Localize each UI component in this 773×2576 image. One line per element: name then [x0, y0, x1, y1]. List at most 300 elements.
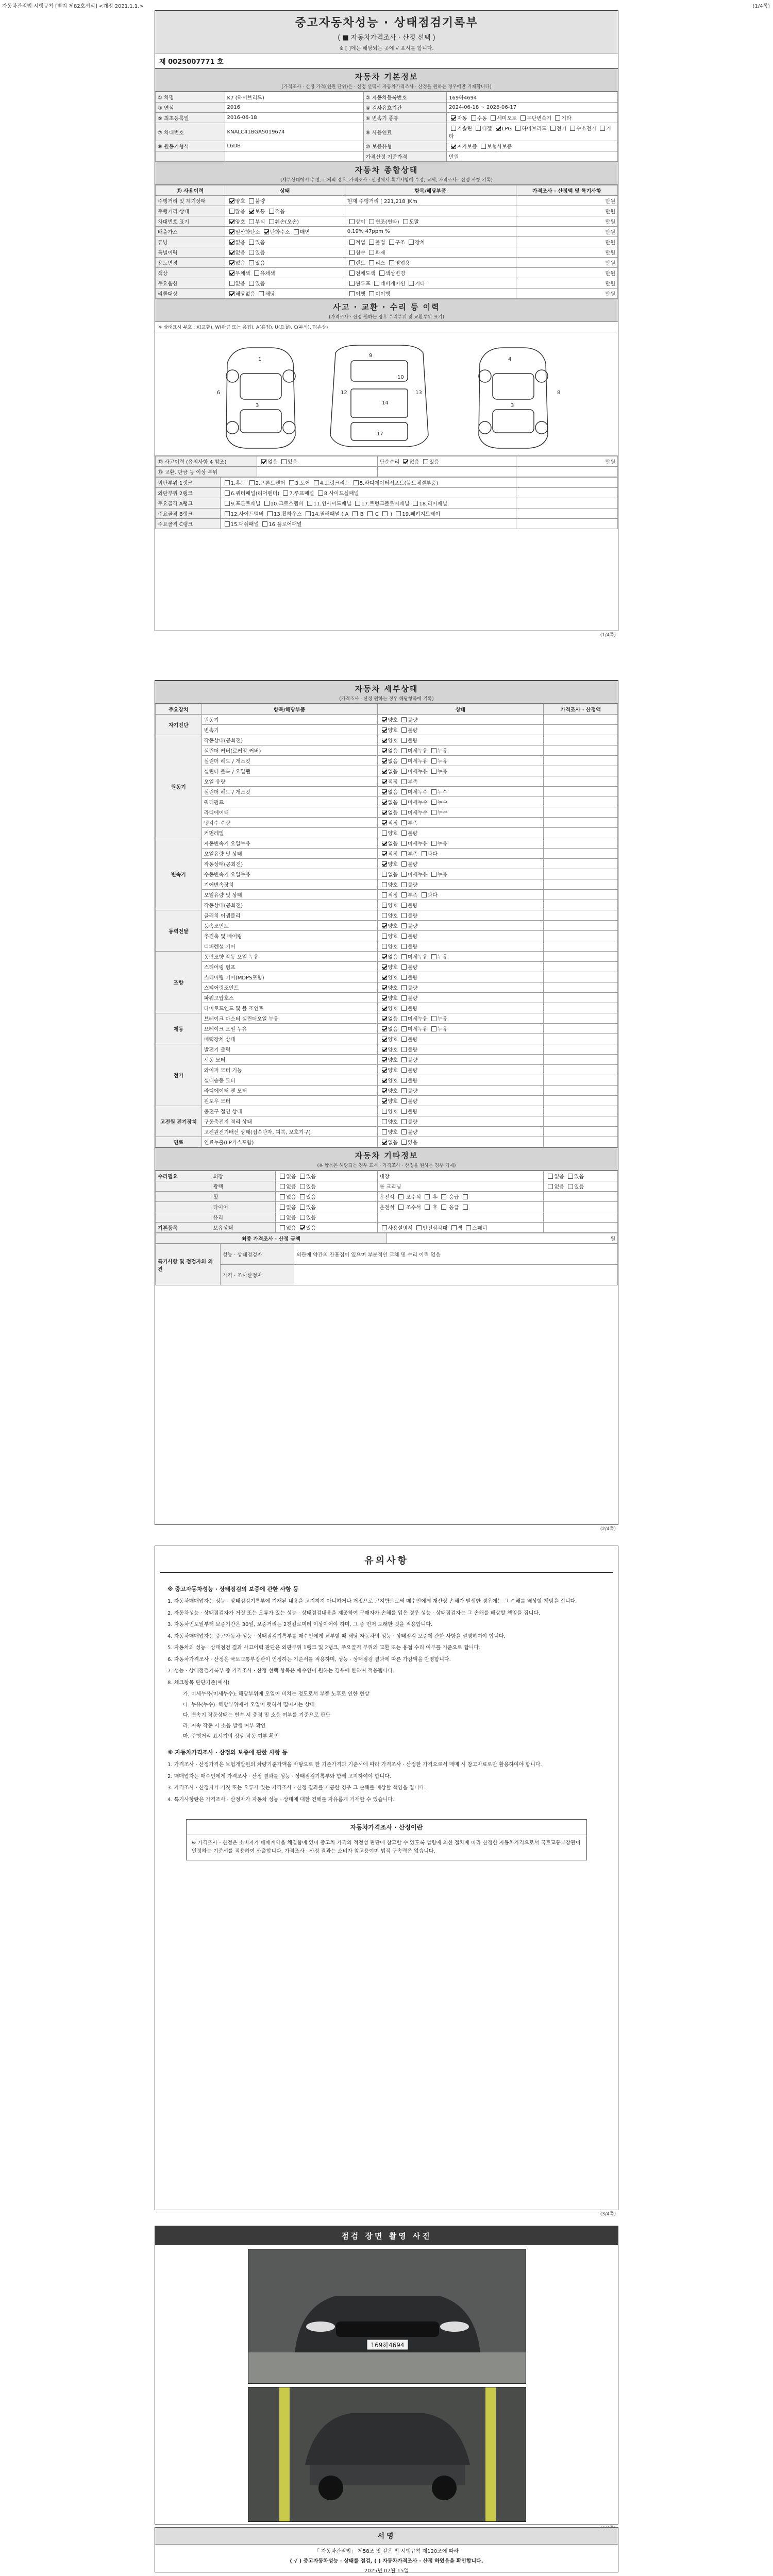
detail-row [156, 931, 618, 941]
unchecked-box [401, 758, 407, 764]
checked-box [451, 115, 456, 121]
unchecked-box [431, 872, 436, 877]
unchecked-box [463, 1194, 468, 1199]
unchecked-box [431, 810, 436, 815]
detail-item-price [544, 1137, 618, 1147]
overall-row [156, 289, 618, 299]
unchecked-box [401, 1140, 407, 1145]
basic-label: ④ 검사유효기간 [363, 103, 446, 113]
accident-label: ⑫ 사고이력 (유의사항 4 참조) [156, 456, 257, 467]
panel-rank-row [156, 478, 618, 488]
overall-item-detail: 렌트 리스 영업용 [345, 258, 516, 268]
detail-item-price [544, 993, 618, 1003]
detail-item-status: 양호 불량 [377, 1096, 544, 1106]
overall-item-status: 없음 있음 [225, 258, 345, 268]
overall-item-label: 색상 [156, 268, 225, 278]
basic-info-row [156, 92, 618, 103]
unchecked-box [401, 841, 407, 846]
detail-row [156, 818, 618, 828]
document-note: ※ [ ]에는 해당되는 곳에 √ 표시를 합니다. [339, 46, 434, 52]
unchecked-box [409, 281, 414, 286]
overall-item-label: 배출가스 [156, 227, 225, 237]
checked-box [382, 738, 387, 743]
detail-item-price [544, 941, 618, 952]
detail-row [156, 869, 618, 879]
basic-value: 가솔린 디젤 LPG 하이브리드 전기 수소전기 기타 [447, 123, 618, 141]
unchecked-box [425, 1205, 430, 1210]
svg-text:13: 13 [415, 390, 422, 396]
detail-item-status: 없음 미세누유 누유 [377, 766, 544, 776]
notice-title: 유의사항 [160, 1546, 613, 1573]
detail-item-status: 양호 불량 [377, 1106, 544, 1116]
panel-rank-label: 주요골격 B랭크 [156, 509, 221, 519]
checked-box [382, 1098, 387, 1104]
other-info-row [156, 1181, 618, 1192]
detail-item-status: 양호 불량 [377, 1086, 544, 1096]
other-item-label: 유리 [211, 1212, 276, 1223]
document-title: 중고자동차성능 · 상태점검기록부 [295, 16, 478, 29]
overall-row [156, 247, 618, 258]
unchecked-box [349, 260, 355, 265]
unchecked-box [314, 480, 319, 485]
detail-item-price [544, 1044, 618, 1055]
other-item-status: 없음 있음 [276, 1171, 377, 1181]
overall-item-price: 만원 [516, 196, 617, 206]
detail-item-name: 스티어링 펌프 [201, 962, 377, 972]
overall-item-status: 양호 부식 훼손(오손) [225, 216, 345, 227]
unchecked-box [568, 1184, 573, 1189]
unchecked-box [431, 769, 436, 774]
detail-item-name: 시동 모터 [201, 1055, 377, 1065]
detail-item-price [544, 838, 618, 849]
unchecked-box [269, 209, 274, 214]
unchecked-box [416, 1225, 422, 1230]
other-info-row [156, 1223, 618, 1233]
overall-item-price: 만원 [516, 247, 617, 258]
notice-paragraph: 3. 가격조사 · 산정자가 거짓 또는 오류가 있는 가격조사 · 산정 결과를 제공한 경우 그 손해를 배상할 책임을 집니다. [167, 1785, 426, 1791]
unchecked-box [389, 240, 394, 245]
detail-row [156, 993, 618, 1003]
unchecked-box [413, 501, 418, 506]
svg-text:10: 10 [397, 375, 404, 380]
overall-row [156, 278, 618, 289]
unchecked-box [431, 841, 436, 846]
unchecked-box [481, 144, 486, 149]
detail-column-header: 항목/해당부품 [201, 704, 377, 715]
checked-box [382, 1067, 387, 1073]
overall-item-status: 무채색 유채색 [225, 268, 345, 278]
overall-item-detail: 전체도색 색상변경 [345, 268, 516, 278]
page-3 [155, 1546, 618, 2217]
unchecked-box [398, 1205, 404, 1210]
detail-row [156, 1075, 618, 1086]
other-info-header: 자동차 기타정보 (※ 항목은 해당되는 경우 표시 · 가격조사 · 산정을 원하는 경우 기재) [155, 1147, 618, 1171]
unchecked-box [401, 1057, 407, 1062]
checked-box [382, 1088, 387, 1093]
detail-item-name: 오일유량 및 상태 [201, 890, 377, 900]
unchecked-box [401, 748, 407, 753]
panel-rank-items: 6.쿼터패널(리어펜더) 7.루프패널 8.사이드실패널 [220, 488, 516, 498]
checked-box [382, 758, 387, 764]
detail-item-name: 클러치 어셈블리 [201, 910, 377, 921]
unchecked-box [294, 229, 299, 234]
other-item-extra [544, 1223, 618, 1233]
notice-sub-item: 마. 주행거리 표시기의 정상 작동 여부 확인 [183, 1734, 279, 1740]
overall-item-status: 없음 있음 [225, 247, 345, 258]
notice-heading-2: ※ 자동차가격조사 · 산정의 보증에 관한 사항 등 [167, 1749, 288, 1756]
panel-rank-row [156, 519, 618, 529]
basic-label: ② 자동차등록번호 [363, 92, 446, 103]
other-info-row [156, 1202, 618, 1212]
unchecked-box [570, 126, 575, 131]
detail-item-name: 타이로드엔드 및 볼 조인트 [201, 1003, 377, 1013]
unchecked-box [264, 501, 270, 506]
unchecked-box [225, 521, 230, 527]
accident-detail: 단순수리 없음 있음 [377, 456, 516, 467]
detail-group-label: 원동기 [156, 735, 202, 838]
unchecked-box [289, 480, 294, 485]
detail-row [156, 900, 618, 910]
notice-sub-item: 라. 저속 작동 시 소음 발생 여부 확인 [183, 1723, 266, 1729]
notice-body [155, 1573, 618, 1812]
detail-item-status: 없음 미세누유 누유 [377, 869, 544, 879]
unchecked-box [422, 851, 427, 856]
detail-item-name: 고전원전기배선 상태(접속단자, 피복, 보호기구) [201, 1127, 377, 1137]
detail-item-status: 양호 불량 [377, 1044, 544, 1055]
unchecked-box [355, 501, 360, 506]
detail-item-price [544, 1055, 618, 1065]
detail-item-price [544, 807, 618, 818]
detail-item-name: 라디에이터 팬 모터 [201, 1086, 377, 1096]
detail-row [156, 735, 618, 745]
basic-value: KNALC41BGA5019674 [225, 123, 363, 141]
unchecked-box [306, 511, 311, 516]
other-item-status: 없음 있음 [276, 1212, 377, 1223]
unchecked-box [349, 291, 355, 296]
unchecked-box [280, 1225, 285, 1230]
unchecked-box [401, 1078, 407, 1083]
unchecked-box [280, 1174, 285, 1179]
checked-box [382, 779, 387, 784]
special-notes-table [155, 1244, 618, 1285]
price-assessment-box [186, 1819, 587, 1860]
unchecked-box [280, 1205, 285, 1210]
svg-text:17: 17 [377, 431, 383, 437]
unchecked-box [463, 1205, 468, 1210]
other-group-label: 기본품목 [156, 1223, 211, 1233]
unchecked-box [280, 1215, 285, 1220]
other-item-detail [377, 1212, 544, 1223]
unchecked-box [382, 511, 388, 516]
detail-row [156, 1055, 618, 1065]
detail-row [156, 756, 618, 766]
other-item-status: 없음 있음 [276, 1192, 377, 1202]
overall-item-label: 튜닝 [156, 237, 225, 247]
checked-box [382, 1037, 387, 1042]
checked-box [261, 459, 266, 464]
checked-box [382, 810, 387, 815]
basic-value: 2016-06-18 [225, 113, 363, 123]
notice-paragraph: 2. 자동차성능 · 상태점검자가 거짓 또는 오류가 있는 성능 · 상태점검내용을 제공하여 구매자가 손해를 입은 경우 성능 · 상태점검자는 그 손해를 배상할 책임을 집니다. [167, 1610, 541, 1616]
detail-item-status: 없음 미세누유 누유 [377, 745, 544, 756]
unchecked-box [401, 882, 407, 887]
basic-value: 169하4694 [447, 92, 618, 103]
basic-label [156, 151, 225, 162]
notice-paragraph: 5. 자동차의 성능 · 상태점검 결과 사고이력 판단은 외판부위 1랭크 및 2랭크, 주요골격 부위의 교환 또는 용접 수리 여부를 기준으로 합니다. [167, 1645, 481, 1651]
vehicle-damage-diagram [155, 332, 618, 456]
unchecked-box [425, 1194, 430, 1199]
checked-box [382, 841, 387, 846]
unchecked-box [379, 270, 384, 276]
detail-row [156, 982, 618, 993]
special-notes-role: 성능 · 상태점검자 [220, 1244, 294, 1265]
unchecked-box [369, 291, 374, 296]
checked-box [403, 459, 408, 464]
basic-value: 만원 [447, 151, 618, 162]
detail-item-name: 수동변속기 오일누유 [201, 869, 377, 879]
detail-item-name: 원동기 [201, 715, 377, 725]
basic-value: K7 (하이브리드) [225, 92, 363, 103]
detail-item-name: 오일 유량 [201, 776, 377, 787]
checked-box [382, 923, 387, 928]
checked-box [496, 126, 501, 131]
unchecked-box [555, 115, 560, 121]
detail-item-name: 변속기 [201, 725, 377, 735]
unchecked-box [401, 1119, 407, 1124]
unchecked-box [401, 1129, 407, 1134]
checked-box [382, 1057, 387, 1062]
other-item-extra: 없음 있음 [544, 1171, 618, 1181]
svg-text:14: 14 [382, 400, 389, 406]
overall-item-status: 없음 있음 [225, 237, 345, 247]
unchecked-box [401, 779, 407, 784]
notice-sub-item: 가. 미세누유(미세누수): 해당부위에 오일이 비치는 정도로서 부품 노후로 인한 현상 [183, 1691, 369, 1698]
detail-row [156, 962, 618, 972]
detail-item-name: 구동축전지 격리 상태 [201, 1116, 377, 1127]
detail-item-status: 없음 미세누유 누유 [377, 1024, 544, 1034]
detail-row [156, 1096, 618, 1106]
unchecked-box [367, 511, 373, 516]
panel-rank-items: 1.후드 2.프론트펜더 3.도어 4.트렁크리드 5.라디에이터서포트(볼트체결부품) [220, 478, 516, 488]
overall-item-label: 리콜대상 [156, 289, 225, 299]
detail-row [156, 1086, 618, 1096]
detail-item-status: 양호 불량 [377, 962, 544, 972]
checked-box [229, 229, 234, 234]
accident-status: 없음 있음 [257, 456, 377, 467]
unchecked-box [466, 1225, 471, 1230]
unchecked-box [401, 1088, 407, 1093]
detail-item-name: 기어변속장치 [201, 879, 377, 890]
unchecked-box [401, 985, 407, 990]
detail-item-name: 윈도우 모터 [201, 1096, 377, 1106]
page-number-3: (3/4쪽) [600, 2212, 616, 2217]
panel-rank-price [516, 488, 617, 498]
unchecked-box [349, 281, 355, 286]
document-subtitle: ( ■ 자동차가격조사 · 산정 선택 ) [338, 34, 435, 42]
overall-item-detail: 상이 변조(변타) 도말 [345, 216, 516, 227]
accident-row [156, 467, 618, 477]
checked-box [264, 229, 269, 234]
overall-item-price: 만원 [516, 237, 617, 247]
overall-item-detail: 침수 화재 [345, 247, 516, 258]
basic-value: 자동 수동 세미오토 무단변속기 기타 [447, 113, 618, 123]
special-notes-row [156, 1265, 618, 1285]
detail-item-name: 동력조향 작동 오일 누유 [201, 952, 377, 962]
basic-value: 자가보증 보험사보증 [447, 141, 618, 151]
detail-row [156, 725, 618, 735]
detail-item-price [544, 1127, 618, 1137]
detail-status-header: 자동차 세부상태 (가격조사 · 산정 원하는 경우 해당항목에 기록) [155, 681, 618, 704]
basic-value: L6DB [225, 141, 363, 151]
accident-header: 사고 · 교환 · 수리 등 이력 (가격조사 · 산정 원하는 경우 수리부위 및 교환부위 표기) [155, 299, 618, 322]
form-topline [0, 0, 773, 9]
unchecked-box [476, 126, 481, 131]
detail-item-status: 양호 불량 [377, 982, 544, 993]
detail-item-name: 커먼레일 [201, 828, 377, 838]
unchecked-box [471, 115, 476, 121]
detail-item-name: 오일유량 및 상태 [201, 849, 377, 859]
detail-item-status: 양호 불량 [377, 1003, 544, 1013]
special-notes-role: 가격 · 조사산정자 [220, 1265, 294, 1285]
checked-box [382, 1026, 387, 1031]
detail-item-status: 양호 불량 [377, 725, 544, 735]
unchecked-box [262, 521, 267, 527]
photo-section-title: 점검 장면 촬영 사진 [155, 2226, 618, 2245]
detail-item-price [544, 962, 618, 972]
unchecked-box [431, 1026, 436, 1031]
detail-row [156, 745, 618, 756]
panel-rank-row [156, 509, 618, 519]
page-number-1: (1/4쪽) [600, 633, 616, 638]
unchecked-box [249, 480, 255, 485]
price-assessment-body: ※ 가격조사 · 산정은 소비자가 매매계약을 체결함에 있어 중고차 가격의 적정성 판단에 참고할 수 있도록 법령에 의한 절차에 따라 산정한 자동차가격으로서 국토교통부장관이 인정하는 기준서를 적용하여 산출합니다. 가격조사 · 산정 결과는 소비자 참고용이며 법적 구속력은 없습니다. [192, 1840, 581, 1854]
detail-item-price [544, 1106, 618, 1116]
unchecked-box [267, 511, 273, 516]
checked-box [229, 270, 234, 276]
unchecked-box [225, 490, 230, 496]
unchecked-box [431, 758, 436, 764]
price-assessment-title: 자동차가격조사 · 산정이란 [187, 1820, 586, 1835]
detail-item-status: 양호 불량 [377, 921, 544, 931]
detail-item-price [544, 900, 618, 910]
svg-text:12: 12 [341, 390, 347, 396]
overall-item-detail: 적법 불법 구조 장치 [345, 237, 516, 247]
detail-item-price [544, 766, 618, 776]
unchecked-box [401, 789, 407, 794]
signature-line-1: 「 자동차관리법」 제58조 및 같은 법 시행규칙 제120조에 따라 [314, 2549, 459, 2554]
detail-group-label: 연료 [156, 1137, 202, 1147]
unchecked-box [401, 1006, 407, 1011]
detail-item-price [544, 1065, 618, 1075]
unchecked-box [382, 831, 387, 836]
unchecked-box [423, 459, 428, 464]
basic-info-row [156, 103, 618, 113]
detail-item-price [544, 849, 618, 859]
unchecked-box [254, 270, 259, 276]
checked-box [382, 1016, 387, 1021]
inspection-photo-front [248, 2249, 526, 2384]
panel-rank-label: 외판부위 1랭크 [156, 478, 221, 488]
checked-box [300, 1225, 305, 1230]
detail-item-status: 양호 불량 [377, 1055, 544, 1065]
detail-group-label: 전기 [156, 1044, 202, 1106]
overall-item-label: 주행거리 상태 [156, 206, 225, 216]
detail-row [156, 776, 618, 787]
unchecked-box [374, 281, 379, 286]
overall-column-header: ⑪ 사용이력 [156, 185, 225, 196]
checked-box [382, 1078, 387, 1083]
page-1 [155, 10, 618, 638]
detail-group-label: 동력전달 [156, 910, 202, 952]
unchecked-box [401, 1026, 407, 1031]
detail-row [156, 1106, 618, 1116]
unchecked-box [401, 954, 407, 959]
detail-item-price [544, 952, 618, 962]
unchecked-box [382, 1109, 387, 1114]
detail-item-status: 없음 미세누수 누수 [377, 807, 544, 818]
detail-item-price [544, 756, 618, 766]
detail-item-name: 라디에이터 [201, 807, 377, 818]
other-item-label: 외장 [211, 1171, 276, 1181]
overall-status-table [155, 185, 618, 299]
detail-row [156, 1116, 618, 1127]
unchecked-box [401, 995, 407, 1001]
panel-rank-table [155, 477, 618, 529]
detail-item-name: 냉각수 수량 [201, 818, 377, 828]
other-item-extra [544, 1212, 618, 1223]
basic-label: ① 차명 [156, 92, 225, 103]
overall-item-label: 차대번호 표기 [156, 216, 225, 227]
checked-box [382, 748, 387, 753]
overall-item-detail: 0.19% 47ppm % [345, 227, 516, 237]
overall-item-price: 만원 [516, 216, 617, 227]
accident-status [257, 467, 377, 477]
detail-row [156, 890, 618, 900]
overall-item-price: 만원 [516, 206, 617, 216]
detail-item-name: 충전구 절연 상태 [201, 1106, 377, 1116]
detail-group-label: 변속기 [156, 838, 202, 910]
other-item-extra: 없음 있음 [544, 1181, 618, 1192]
unchecked-box [300, 1184, 305, 1189]
checked-box [229, 291, 234, 296]
detail-item-name: 작동상태(공회전) [201, 859, 377, 869]
basic-label: ⑤ 최초등록일 [156, 113, 225, 123]
unchecked-box [280, 1184, 285, 1189]
detail-item-price [544, 931, 618, 941]
panel-rank-items: 12.사이드멤버 13.휠하우스 14.필러패널 ( A B C ) 19.패키지트레이 [220, 509, 516, 519]
detail-row [156, 787, 618, 797]
overall-row [156, 268, 618, 278]
inspection-photo-lift [248, 2387, 526, 2522]
unchecked-box [451, 126, 456, 131]
overall-item-label: 특별이력 [156, 247, 225, 258]
other-group-label [156, 1181, 211, 1192]
document-number: 제 0025007771 호 [155, 54, 618, 69]
unchecked-box [401, 934, 407, 939]
accident-legend: ※ 상태표시 부호 : X(교환), W(판금 또는 용접), A(흠집), U(요철), C(부식), T(손상) [155, 322, 618, 332]
detail-row [156, 1024, 618, 1034]
unchecked-box [382, 913, 387, 918]
unchecked-box [382, 1119, 387, 1124]
page-number-2: (2/4쪽) [600, 1527, 616, 1532]
unchecked-box [349, 250, 355, 255]
overall-item-status: 많음 보통 적음 [225, 206, 345, 216]
checked-box [382, 851, 387, 856]
detail-item-price [544, 1013, 618, 1024]
detail-item-price [544, 787, 618, 797]
page-4 [155, 2226, 618, 2524]
detail-item-name: 와이퍼 모터 기능 [201, 1065, 377, 1075]
